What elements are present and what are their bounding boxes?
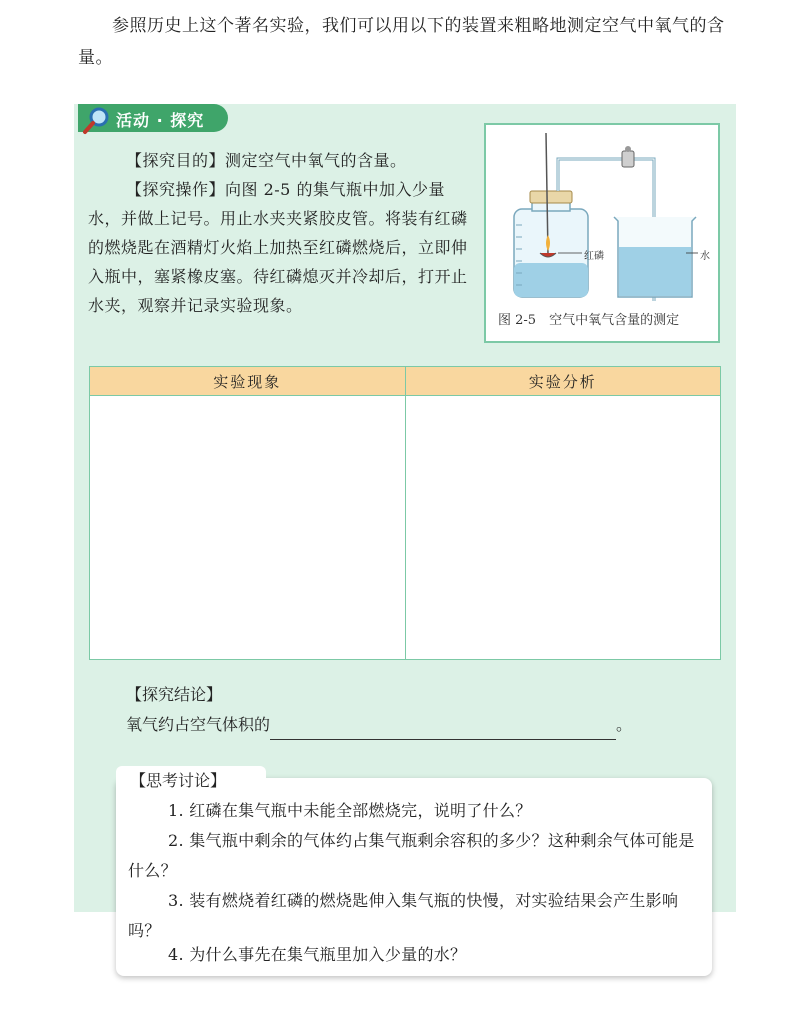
- question-1: 1. 红磷在集气瓶中未能全部燃烧完，说明了什么？: [168, 801, 532, 820]
- header-analysis: 实验分析: [405, 367, 721, 396]
- rubber-stopper: [530, 191, 572, 203]
- purpose-text: 【探究目的】测定空气中氧气的含量。: [126, 151, 407, 170]
- beaker-water: [619, 247, 691, 296]
- question-2: 2. 集气瓶中剩余的气体约占集气瓶剩余容积的多少？这种剩余气体可能是什么？: [128, 831, 695, 880]
- results-table: [89, 366, 721, 660]
- label-water: 水: [700, 251, 710, 262]
- cell-analysis[interactable]: [405, 396, 721, 660]
- bottle-water: [514, 263, 588, 297]
- operation-text: 【探究操作】向图 2-5 的集气瓶中加入少量水，并做上记号。用止水夹夹紧胶皮管。将装有红磷的燃烧匙在酒精灯火焰上加热至红磷燃烧后，立即伸入瓶中，塞紧橡皮塞。待红磷熄灭并冷却后，打开止水夹，观察并记录实验现象。: [88, 180, 468, 315]
- conclusion-title: 【探究结论】: [126, 685, 223, 704]
- conclusion-suffix: 。: [616, 715, 633, 734]
- clamp-screw: [625, 146, 631, 152]
- activity-tag-label: 活动 · 探究: [116, 111, 205, 130]
- discussion-title: 【思考讨论】: [130, 771, 227, 790]
- conclusion-prefix: 氧气约占空气体积的: [126, 715, 271, 734]
- header-phenomenon: 实验现象: [90, 367, 406, 396]
- water-clamp: [622, 151, 634, 167]
- label-phosphorus: 红磷: [584, 251, 604, 262]
- question-4: 4. 为什么事先在集气瓶里加入少量的水？: [168, 945, 467, 964]
- activity-tag: [78, 104, 228, 132]
- figure-caption: 图 2-5 空气中氧气含量的测定: [498, 313, 680, 328]
- conclusion-line: [126, 710, 632, 740]
- question-3: 3. 装有燃烧着红磷的燃烧匙伸入集气瓶的快慢，对实验结果会产生影响吗？: [128, 891, 679, 940]
- cell-phenomenon[interactable]: [90, 396, 406, 660]
- activity-body: [88, 146, 474, 320]
- intro-paragraph: [78, 10, 758, 74]
- intro-text: 参照历史上这个著名实验，我们可以用以下的装置来粗略地测定空气中氧气的含量。: [78, 16, 725, 68]
- magnifier-icon: [82, 106, 112, 136]
- answer-blank[interactable]: [270, 721, 616, 740]
- conclusion-section: [126, 680, 632, 740]
- figure-2-5: [484, 123, 720, 343]
